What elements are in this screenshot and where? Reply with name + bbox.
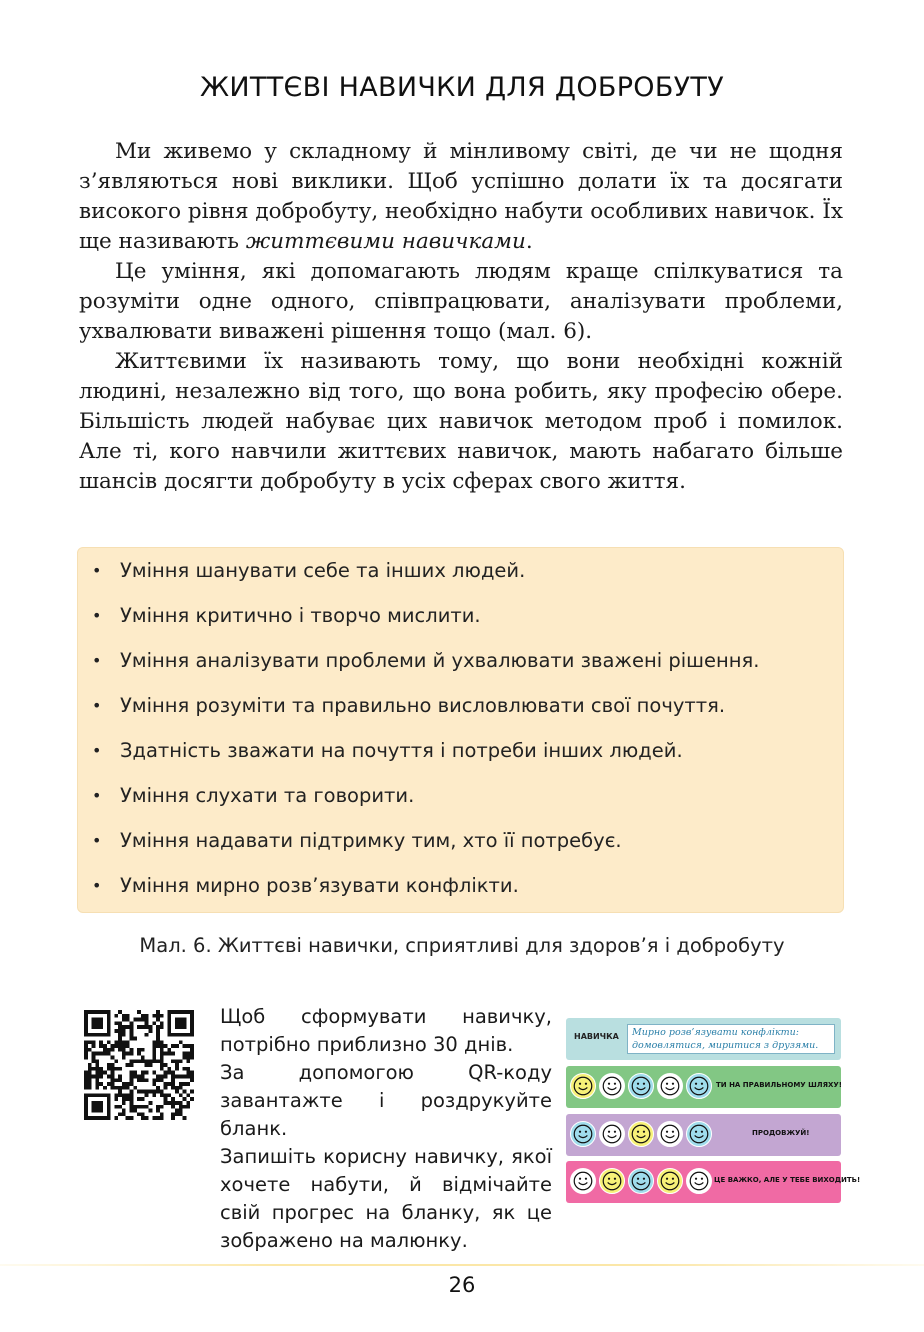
list-item (78, 826, 843, 871)
list-item (78, 871, 843, 916)
list-item (78, 601, 843, 646)
tracker-header (566, 1018, 841, 1060)
skill-text: Уміння слухати та говорити. (120, 784, 415, 807)
skill-text: Уміння розуміти та правильно висловлювати свої почуття. (120, 694, 726, 717)
list-item (78, 646, 843, 691)
bullet: • (92, 561, 102, 580)
smiley-face-icon (570, 1121, 596, 1147)
qr-code-icon (84, 1010, 194, 1120)
bullet: • (92, 696, 102, 715)
skills-list (78, 556, 843, 916)
bullet: • (92, 651, 102, 670)
tracker-skill-field: Мирно розв’язувати конфлікти: домовлятися, миритися з друзями. (627, 1024, 835, 1054)
skill-text: Здатність зважати на почуття і потреби інших людей. (120, 739, 683, 762)
skill-text: Уміння мирно розв’язувати конфлікти. (120, 874, 519, 897)
skill-text: Уміння надавати підтримку тим, хто її потребує. (120, 829, 622, 852)
paragraph-1-text: Ми живемо у складному й мінливому світі, де чи не щодня з’являються нові виклики. Щоб успішно долати їх та досягати високого рівня добробуту, необхідно набути особливих навичок. Їх ще називають (79, 139, 843, 254)
tracker-row (566, 1161, 861, 1203)
skills-box (77, 547, 844, 913)
list-item (78, 736, 843, 781)
page-number: 26 (448, 1273, 476, 1297)
smiley-face-icon (599, 1168, 625, 1194)
smiley-face-icon (599, 1073, 625, 1099)
paragraph-3: Життєвими їх називають тому, що вони необхідні кожній людині, незалежно від того, що вона робить, яку професію обере. Більшість людей набуває цих навичок методом проб і помилок. Але ті, кого навчили життєвих навичок, мають набагато більше шансів досягти добробуту в усіх сферах свого життя. (79, 349, 843, 494)
body-text (79, 137, 843, 497)
list-item (78, 781, 843, 826)
tracker-row-text: ТИ НА ПРАВИЛЬНОМУ ШЛЯХУ! (716, 1081, 842, 1089)
smiley-face-icon (686, 1168, 712, 1194)
list-item (78, 691, 843, 736)
habit-tracker-sample (566, 1018, 861, 1208)
list-item (78, 556, 843, 601)
smiley-face-icon (657, 1168, 683, 1194)
smiley-face-icon (686, 1073, 712, 1099)
tracker-row-text: ПРОДОВЖУЙ! (752, 1129, 810, 1137)
instruction-3: Запишіть корисну навичку, якої хочете набути, й відмічайте свій прогрес на бланку, як це зображено на малюнку. (220, 1145, 552, 1252)
smiley-face-icon (599, 1121, 625, 1147)
page-title: ЖИТТЄВІ НАВИЧКИ ДЛЯ ДОБРОБУТУ (200, 72, 724, 103)
smiley-face-icon (628, 1121, 654, 1147)
tracker-row-text: ЦЕ ВАЖКО, АЛЕ У ТЕБЕ ВИХОДИТЬ! (714, 1176, 861, 1184)
footer-divider (0, 1264, 924, 1266)
tracker-row (566, 1114, 841, 1156)
figure-caption: Мал. 6. Життєві навички, сприятливі для здоров’я і добробуту (139, 934, 785, 957)
instruction-2: За допомогою QR-коду завантажте і роздрукуйте бланк. (220, 1061, 552, 1140)
paragraph-1 (79, 137, 843, 257)
qr-code[interactable] (84, 1010, 194, 1120)
bullet: • (92, 606, 102, 625)
skill-text: Уміння критично і творчо мислити. (120, 604, 481, 627)
smiley-face-icon (686, 1121, 712, 1147)
skill-text: Уміння аналізувати проблеми й ухвалювати зважені рішення. (120, 649, 760, 672)
bullet: • (92, 786, 102, 805)
life-skills-term: життєвими навичками (245, 229, 526, 254)
smiley-face-icon (657, 1073, 683, 1099)
instruction-1: Щоб сформувати навичку, потрібно приблизно 30 днів. (220, 1005, 552, 1056)
bullet: • (92, 876, 102, 895)
bullet: • (92, 831, 102, 850)
smiley-face-icon (657, 1121, 683, 1147)
smiley-face-icon (570, 1168, 596, 1194)
smiley-face-icon (570, 1073, 596, 1099)
paragraph-1-end: . (525, 229, 533, 254)
tracker-skill-label: НАВИЧКА (574, 1032, 619, 1041)
skill-text: Уміння шанувати себе та інших людей. (120, 559, 526, 582)
smiley-face-icon (628, 1168, 654, 1194)
tracker-row (566, 1066, 841, 1108)
bullet: • (92, 741, 102, 760)
smiley-face-icon (628, 1073, 654, 1099)
habit-instructions (220, 1003, 552, 1255)
paragraph-2: Це уміння, які допомагають людям краще спілкуватися та розуміти одне одного, співпрацювати, аналізувати проблеми, ухвалювати виважені рішення тощо (мал. 6). (79, 259, 843, 344)
